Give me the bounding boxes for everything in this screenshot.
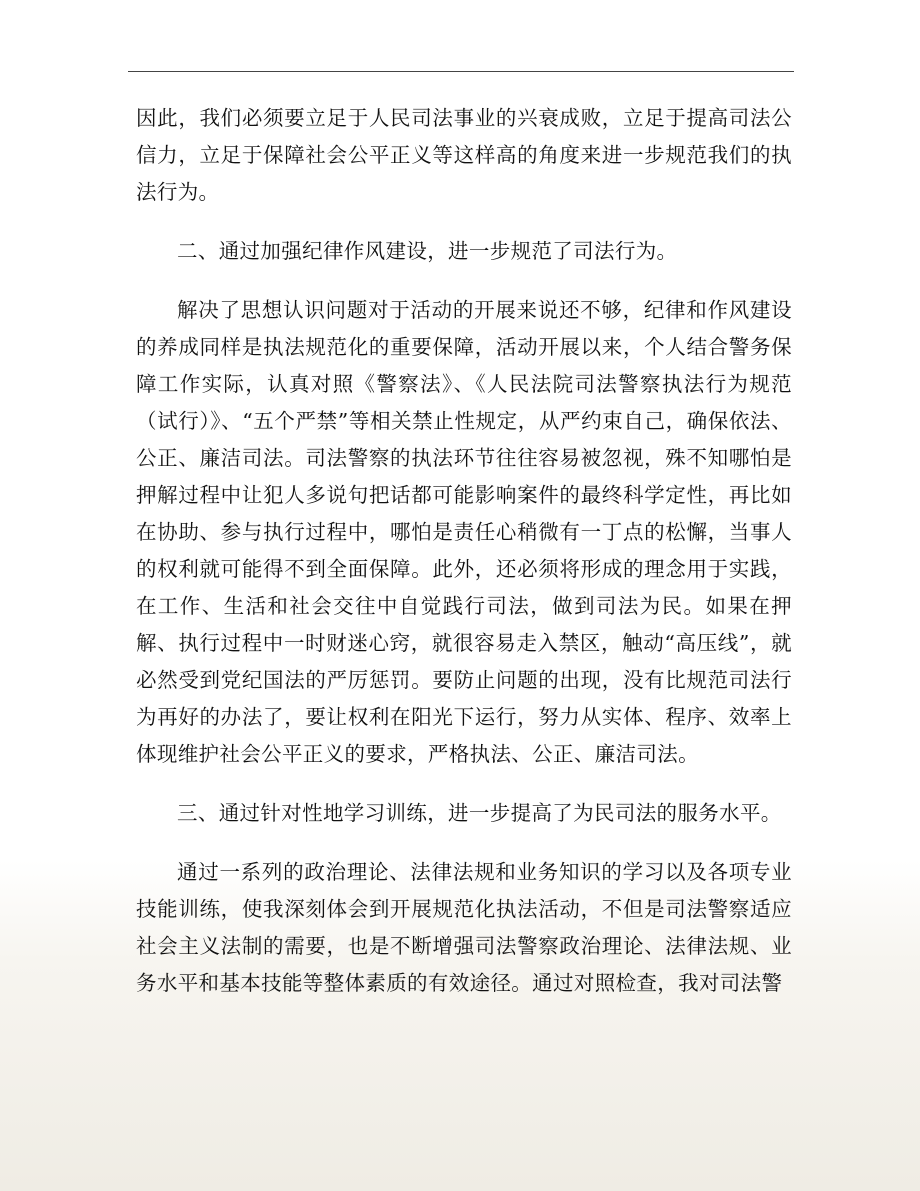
section-heading-two: 二、通过加强纪律作风建设，进一步规范了司法行为。 [177, 239, 678, 263]
paragraph-training: 通过一系列的政治理论、法律法规和业务知识的学习以及各项专业技能训练，使我深刻体会到开展规范化执法活动，不但是司法警察适应社会主义法制的需要，也是不断增强司法警察政治理论、法律法规、业务水平和基本技能等整体素质的有效途径。通过对照检查，我对司法警 [136, 860, 792, 995]
paragraph-discipline: 解决了思想认识问题对于活动的开展来说还不够，纪律和作风建设的养成同样是执法规范化的重要保障，活动开展以来，个人结合警务保障工作实际，认真对照《警察法》、《人民法院司法警察执法行为规范（试行）》、“五个严禁”等相关禁止性规定，从严约束自己，确保依法、公正、廉洁司法。司法警察的执法环节往往容易被忽视，殊不知哪怕是押解过程中让犯人多说句把话都可能影响案件的最终科学定性，再比如在协助、参与执行过程中，哪怕是责任心稍微有一丁点的松懈，当事人的权利就可能得不到全面保障。此外，还必须将形成的理念用于实践，在工作、生活和社会交往中自觉践行司法，做到司法为民。如果在押解、执行过程中一时财迷心窍，就很容易走入禁区，触动“高压线”，就必然受到党纪国法的严厉惩罚。要防止问题的出现，没有比规范司法行为再好的办法了，要让权利在阳光下运行，努力从实体、程序、效率上体现维护社会公平正义的要求，严格执法、公正、廉洁司法。 [136, 298, 792, 766]
paragraph-conclusion: 因此，我们必须要立足于人民司法事业的兴衰成败，立足于提高司法公信力，立足于保障社会公平正义等这样高的角度来进一步规范我们的执法行为。 [136, 106, 792, 204]
header-rule [128, 71, 794, 72]
section-heading-three: 三、通过针对性地学习训练，进一步提高了为民司法的服务水平。 [177, 801, 782, 825]
document-body [136, 100, 792, 1002]
